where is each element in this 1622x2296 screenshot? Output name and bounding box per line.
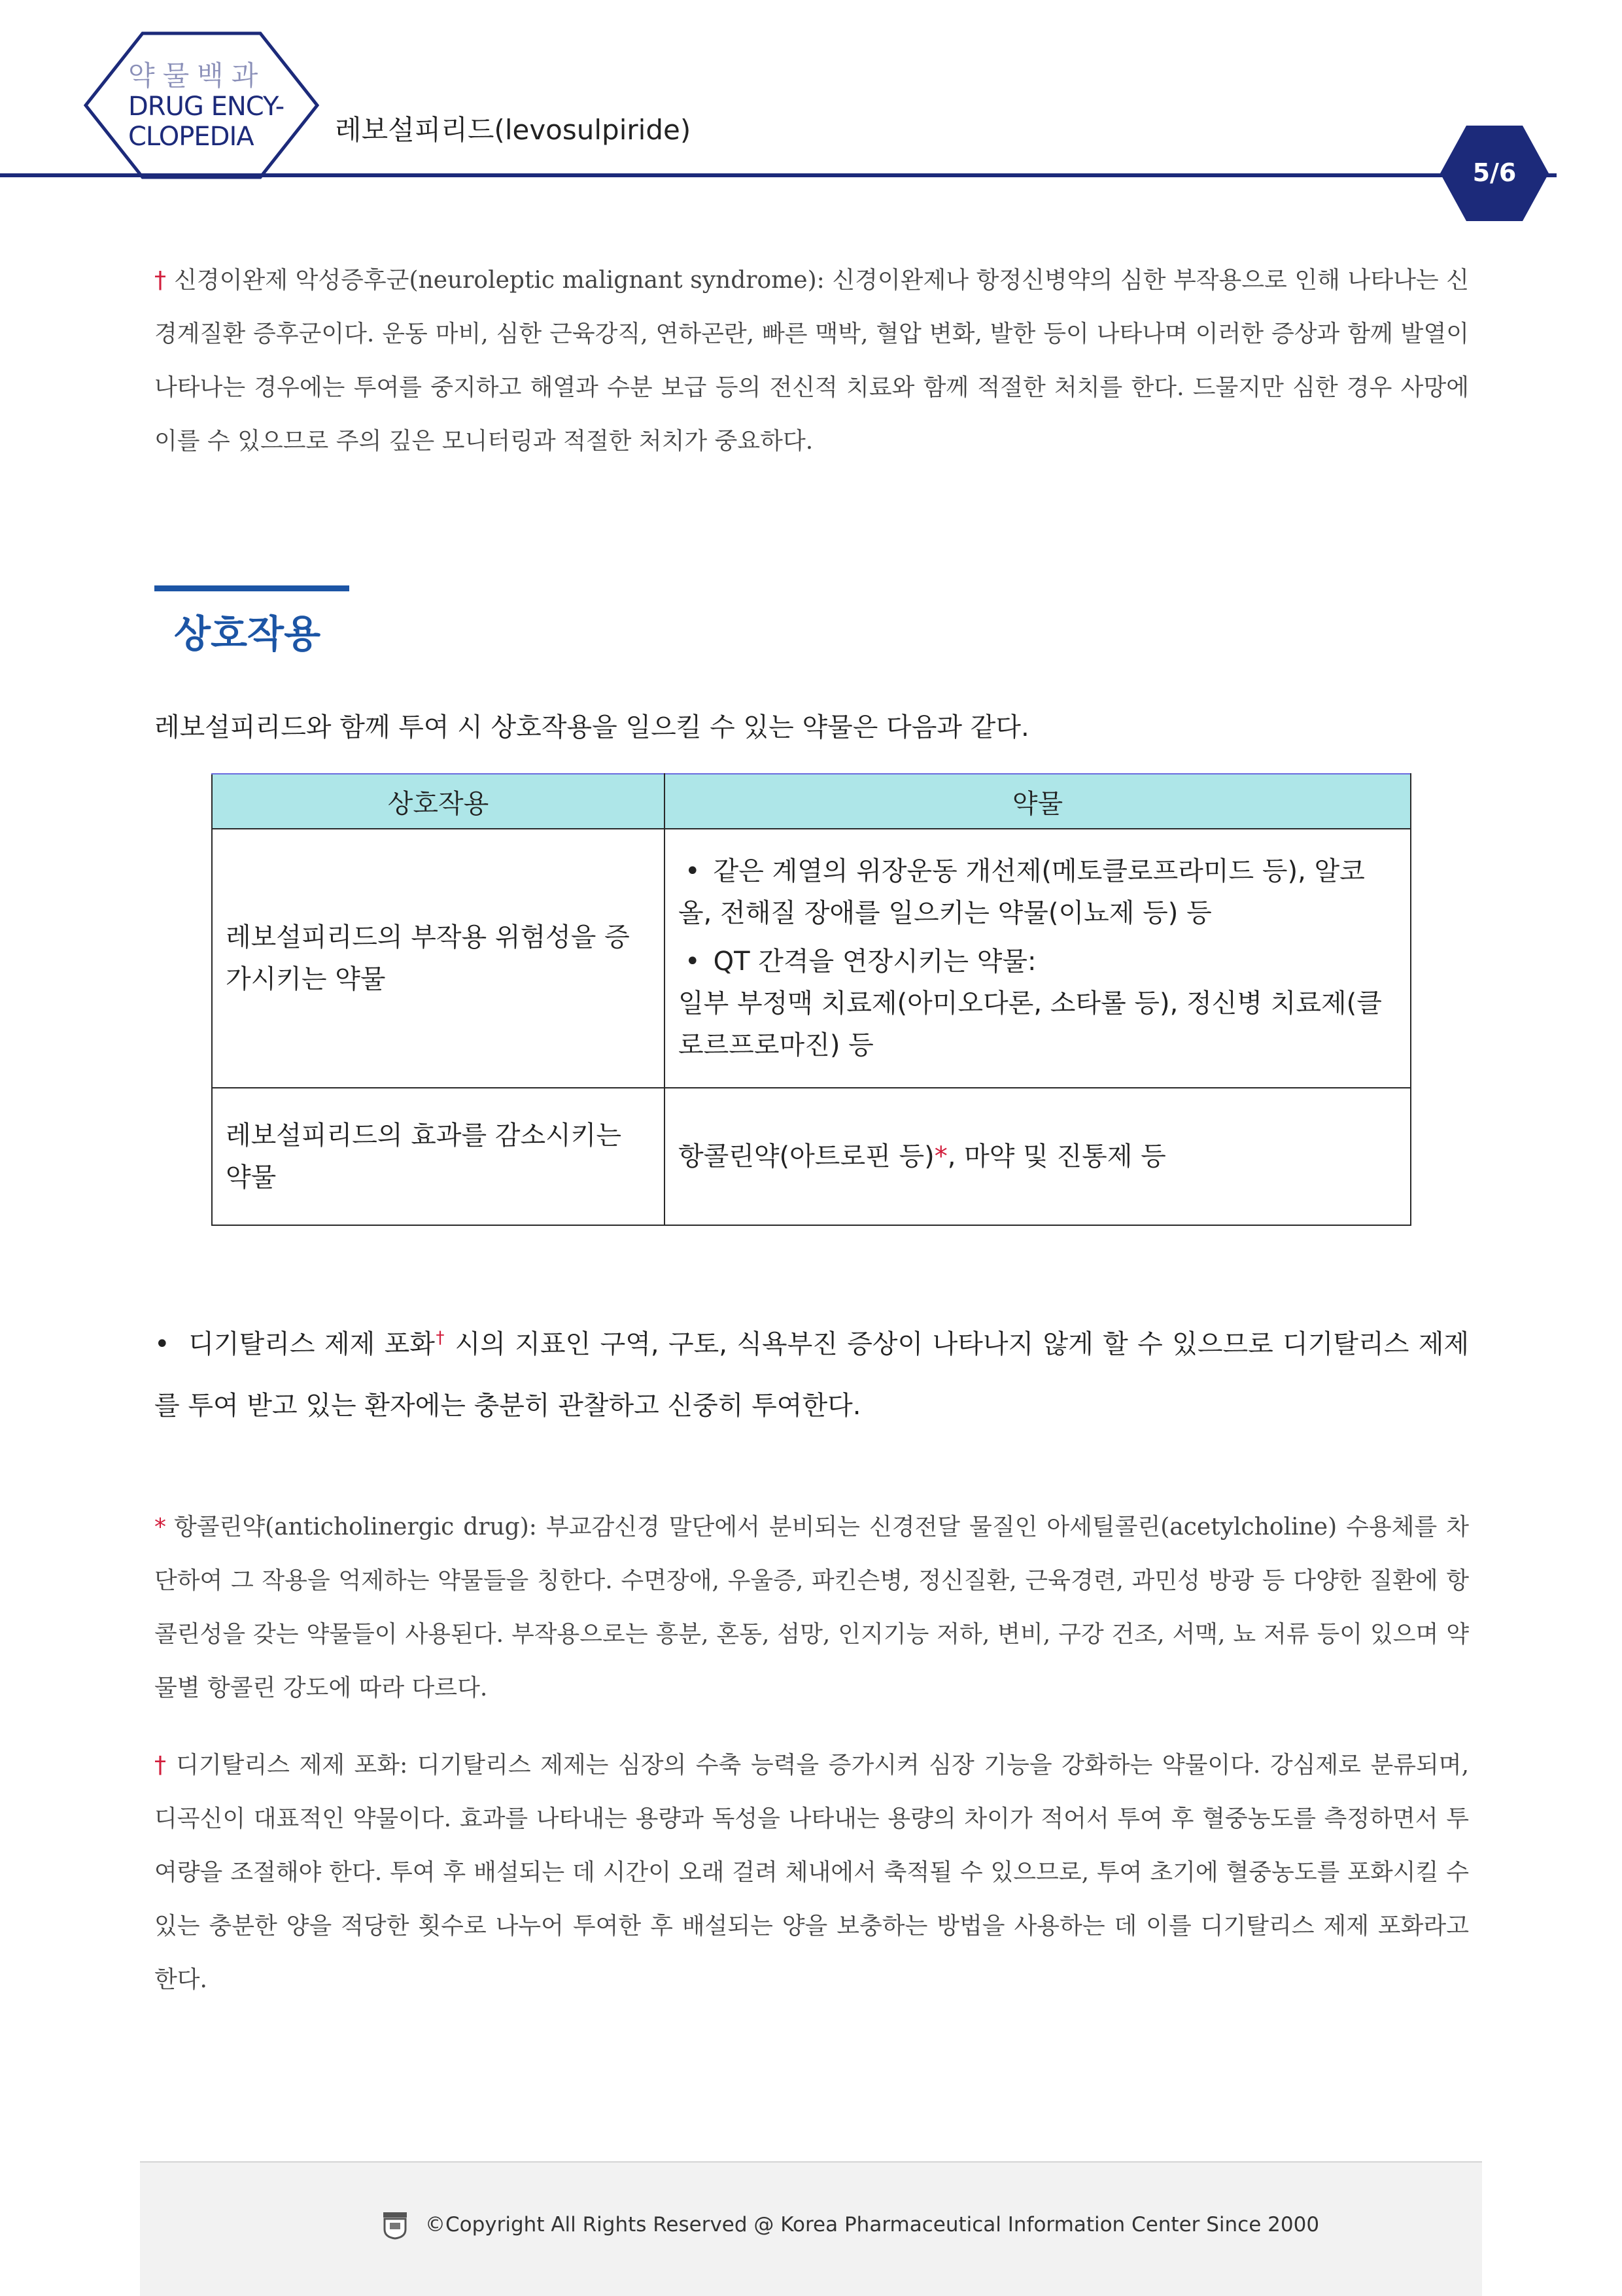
footnote-nms-text: 신경이완제 악성증후군(neuroleptic malignant syndrome): 신경이완제나 항정신병약의 심한 부작용으로 인해 나타나는 신경계질환 증후군이다. 운동 마비, 심한 근육강직, 연하곤란, 빠른 맥박, 혈압 변화, 발한 등이 나타나며 이러한 증상과 함께 발열이 나타나는 경우에는 투여를 중지하고 해열과 수분 보급 등의 전신적 치료와 함께 적절한 처치를 한다. 드물지만 심한 경우 사망에 이를 수 있으므로 주의 깊은 모니터링과 적절한 처치가 중요하다. <box>154 267 1469 455</box>
asterisk-marker: * <box>154 1514 166 1540</box>
list-item <box>678 850 1397 934</box>
logo-english-line2: CLOPEDIA <box>128 122 254 152</box>
bullet-icon: • <box>685 856 700 886</box>
table-header-interaction: 상호작용 <box>212 774 664 829</box>
row1-bullet2-head: QT 간격을 연장시키는 약물: <box>713 947 1037 977</box>
asterisk-marker: * <box>934 1141 948 1172</box>
interaction-table <box>211 773 1411 1226</box>
footnote-anticholinergic-text: 항콜린약(anticholinergic drug): 부교감신경 말단에서 분비되는 신경전달 물질인 아세틸콜린(acetylcholine) 수용체를 차단하여 그 작용을 억제하는 약물들을 칭한다. 수면장애, 우울증, 파킨슨병, 정신질환, 근육경련, 과민성 방광 등 다양한 질환에 항콜린성을 갖는 약물들이 사용된다. 부작용으로는 흥분, 혼동, 섬망, 인지기능 저하, 변비, 구강 건조, 서맥, 뇨 저류 등이 있으며 약물별 항콜린 강도에 따라 다르다. <box>154 1514 1469 1701</box>
section-intro: 레보설피리드와 함께 투여 시 상호작용을 일으킬 수 있는 약물은 다음과 같다. <box>154 712 1029 742</box>
row1-drugs <box>664 829 1411 1088</box>
footnote-digitalis-text: 디기탈리스 제제 포화: 디기탈리스 제제는 심장의 수축 능력을 증가시켜 심장 기능을 강화하는 약물이다. 강심제로 분류되며, 디곡신이 대표적인 약물이다. 효과를 나타내는 용량과 독성을 나타내는 용량의 차이가 적어서 투여 후 혈중농도를 측정하면서 투여량을 조절해야 한다. 투여 후 배설되는 데 시간이 오래 걸려 체내에서 축적될 수 있으므로, 투여 초기에 혈중농도를 포화시킬 수 있는 충분한 양을 적당한 횟수로 나누어 투여한 후 배설되는 양을 보충하는 방법을 사용하는 데 이를 디기탈리스 제제 포화라고 한다. <box>154 1752 1470 1993</box>
logo-korean: 약물백과 <box>128 60 266 92</box>
page-number: 5/6 <box>1472 158 1517 187</box>
list-item <box>678 941 1397 1066</box>
table-header-drug: 약물 <box>664 774 1411 829</box>
footnote-digitalis <box>154 1739 1469 2007</box>
section-title: 상호작용 <box>174 612 321 656</box>
digitalis-note-after: 시의 지표인 구역, 구토, 식욕부진 증상이 나타나지 않게 할 수 있으므로 디기탈리스 제제를 투여 받고 있는 환자에는 충분히 관찰하고 신중히 투여한다. <box>154 1329 1470 1421</box>
header-divider <box>0 173 1557 177</box>
dagger-marker: † <box>154 1752 169 1779</box>
row1-bullet1: 같은 계열의 위장운동 개선제(메토클로프라미드 등), 알코올, 전해질 장애를 일으키는 약물(이뇨제 등) 등 <box>678 856 1365 928</box>
row2-drug-b: , 마약 및 진통제 등 <box>947 1141 1166 1172</box>
bullet-icon: • <box>685 947 700 977</box>
dagger-marker: † <box>434 1328 446 1348</box>
footer-copyright: ©Copyright All Rights Reserved @ Korea Pharmaceutical Information Center Since 2000 <box>425 2213 1320 2236</box>
dagger-marker: † <box>154 267 167 294</box>
row2-label: 레보설피리드의 효과를 감소시키는 약물 <box>212 1088 664 1225</box>
bullet-icon: • <box>154 1329 170 1359</box>
row2-drugs <box>664 1088 1411 1225</box>
kpic-emblem-icon <box>382 2211 408 2240</box>
brand-logo[interactable] <box>128 60 284 152</box>
table-row <box>212 1088 1411 1225</box>
table-row <box>212 829 1411 1088</box>
footnote-anticholinergic <box>154 1501 1469 1715</box>
digitalis-note <box>154 1313 1469 1436</box>
row1-label: 레보설피리드의 부작용 위험성을 증가시키는 약물 <box>212 829 664 1088</box>
document-title: 레보설피리드(levosulpiride) <box>335 114 691 146</box>
row2-drug-a: 항콜린약(아트로핀 등) <box>678 1141 935 1172</box>
digitalis-note-before: 디기탈리스 제제 포화 <box>188 1329 435 1359</box>
table-header-row <box>212 774 1411 829</box>
footnote-nms <box>154 254 1469 468</box>
row1-bullet2-body: 일부 부정맥 치료제(아미오다론, 소타롤 등), 정신병 치료제(클로르프로마진) 등 <box>678 988 1382 1060</box>
logo-english-line1: DRUG ENCY- <box>128 92 285 122</box>
section-accent-bar <box>154 585 349 591</box>
